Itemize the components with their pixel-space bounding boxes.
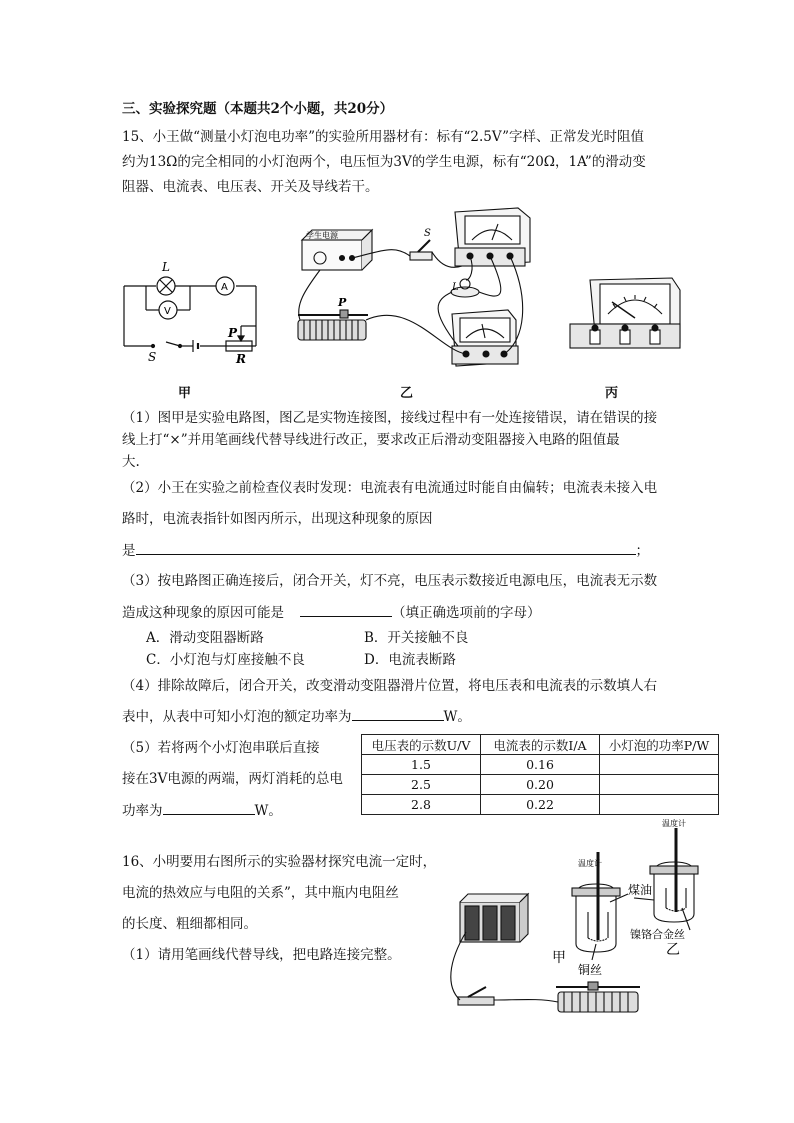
table-cell-power[interactable] (600, 755, 719, 775)
label-L-yi: L (452, 282, 459, 293)
table-cell-voltage: 1.5 (362, 755, 481, 775)
q15-intro-line-3: 阻器、电流表、电压表、开关及导线若干。 (122, 179, 379, 195)
label-thermometer-yi: 温度计 (662, 819, 686, 828)
q15-part1-line-3: 大. (122, 454, 140, 470)
q15-part5-line-2: 接在3V电源的两端，两灯消耗的总电 (122, 771, 343, 787)
table-cell-voltage: 2.8 (362, 795, 481, 815)
table-row (362, 795, 719, 815)
q15-intro-line-1: 15、小王做“测量小灯泡电功率”的实验所用器材有：标有“2.5V”字样、正常发光时阻值 (122, 129, 644, 145)
table-cell-current: 0.22 (481, 795, 600, 815)
label-kerosene: 煤油 (628, 883, 653, 897)
label-S: S (148, 350, 157, 364)
q15-part2-answer-blank[interactable] (136, 540, 636, 555)
q15-part4-suffix: W。 (443, 709, 471, 725)
table-header-current: 电流表的示数I/A (481, 735, 600, 755)
option-b: B．开关接触不良 (364, 630, 469, 646)
q15-part5-answer-blank[interactable] (163, 800, 255, 815)
q15-part4-answer-blank[interactable] (352, 706, 444, 721)
q15-part2-line-2: 路时，电流表指针如图丙所示，出现这种现象的原因 (122, 511, 433, 527)
table-cell-current: 0.20 (481, 775, 600, 795)
q15-part3-line-2 (122, 602, 541, 623)
label-copper: 铜丝 (578, 963, 603, 977)
q16-line-4: （1）请用笔画线代替导线，把电路连接完整。 (122, 947, 401, 963)
heating-experiment-figure (438, 819, 728, 1022)
q15-part3-line-1: （3）按电路图正确连接后，闭合开关，灯不亮，电压表示数接近电源电压，电流表无示数 (122, 573, 658, 589)
label-L: L (162, 260, 170, 274)
label-V: V (164, 306, 171, 317)
power-supply-label: 学生电源 (306, 231, 338, 240)
q15-intro-line-2: 约为13Ω的完全相同的小灯泡两个，电压恒为3V的学生电源，标有“20Ω，1A”的滑动变 (122, 154, 646, 170)
label-bottle-jia: 甲 (552, 950, 566, 966)
figure-label-yi: 乙 (400, 386, 414, 401)
option-c: C．小灯泡与灯座接触不良 (146, 652, 305, 668)
table-row (362, 755, 719, 775)
table-cell-power[interactable] (600, 795, 719, 815)
q15-part3-prefix: 造成这种现象的原因可能是 (122, 605, 284, 621)
table-row (362, 775, 719, 795)
q15-part5-line-3 (122, 800, 282, 821)
label-P-yi: P (338, 296, 347, 309)
label-bottle-yi: 乙 (666, 942, 680, 958)
q15-part2-answer-line (122, 540, 649, 561)
q15-part4-line-1: （4）排除故障后，闭合开关，改变滑动变阻器滑片位置，将电压表和电流表的示数填人右 (122, 678, 658, 694)
label-S-yi: S (424, 228, 431, 239)
label-A: A (221, 282, 228, 293)
q16-line-3: 的长度、粗细都相同。 (122, 916, 257, 932)
q15-part2-suffix: ； (635, 543, 649, 559)
q16-line-1: 16、小明要用右图所示的实验器材探究电流一定时， (122, 854, 437, 870)
q15-part1-line-1: （1）图甲是实验电路图，图乙是实物连接图，接线过程中有一处连接错误，请在错误的接 (122, 410, 658, 426)
q15-part1-line-2: 线上打“×”并用笔画线代替导线进行改正，要求改正后滑动变阻器接入电路的阻值最 (122, 432, 620, 448)
wiring-diagram-yi (290, 200, 540, 375)
q15-part3-suffix: （填正确选项前的字母） (392, 605, 541, 621)
table-header-row (362, 735, 719, 755)
figure-label-bing: 丙 (605, 386, 619, 401)
option-a: A．滑动变阻器断路 (146, 630, 264, 646)
q15-part5-line-1: （5）若将两个小灯泡串联后直接 (122, 740, 320, 756)
figure-label-jia: 甲 (178, 386, 192, 401)
ammeter-diagram-bing (568, 272, 688, 362)
table-cell-power[interactable] (600, 775, 719, 795)
label-R: R (236, 352, 246, 366)
q15-part5-prefix: 功率为 (122, 803, 163, 819)
option-d: D．电流表断路 (364, 652, 456, 668)
q15-part4-prefix: 表中，从表中可知小灯泡的额定功率为 (122, 709, 352, 725)
table-cell-current: 0.16 (481, 755, 600, 775)
label-nichrome: 镍铬合金丝 (630, 928, 685, 941)
table-header-power: 小灯泡的功率P/W (600, 735, 719, 755)
table-cell-voltage: 2.5 (362, 775, 481, 795)
q15-part4-line-2 (122, 706, 471, 727)
label-thermometer-jia: 温度计 (578, 859, 602, 868)
section-title: 三、实验探究题（本题共2个小题，共20分） (122, 101, 394, 117)
measurement-table (361, 734, 719, 815)
circuit-diagram-jia (118, 258, 268, 368)
q15-part5-suffix: W。 (254, 803, 282, 819)
q15-part2-prefix: 是 (122, 543, 136, 559)
label-P: P (228, 326, 238, 340)
q16-line-2: 电流的热效应与电阻的关系”，其中瓶内电阻丝 (122, 885, 399, 901)
q15-part2-line-1: （2）小王在实验之前检查仪表时发现：电流表有电流通过时能自由偏转；电流表未接入电 (122, 480, 658, 496)
table-header-voltage: 电压表的示数U/V (362, 735, 481, 755)
q15-part3-answer-blank[interactable] (300, 602, 392, 617)
